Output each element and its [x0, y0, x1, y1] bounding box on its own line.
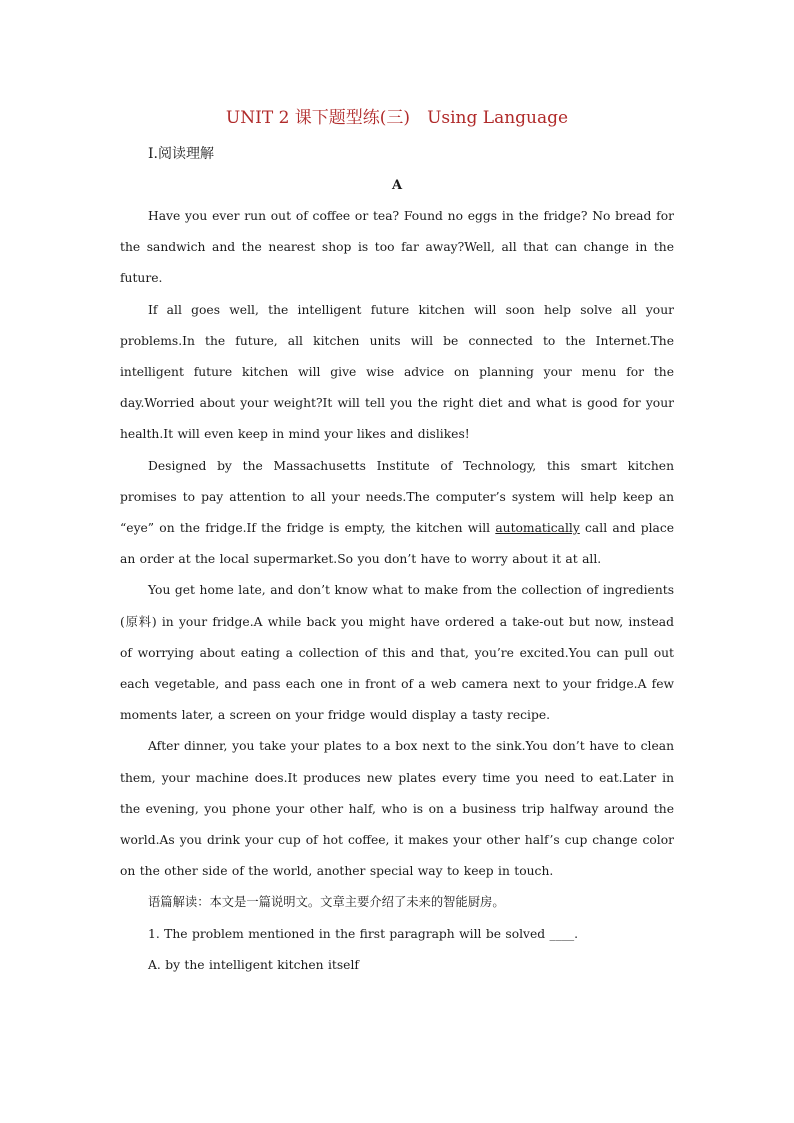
- paragraph-3-part-1: Designed by the Massachusetts Institute of Technology, this smart kitchen promises to pay attention to all your needs.The computer’s system will help keep an “eye” on the fridge.If the fridge is empty, the kitchen will: [120, 458, 674, 536]
- paragraph-2: If all goes well, the intelligent future kitchen will soon help solve all your problems.In the future, all kitchen units will be connected to the Internet.The intelligent future kitchen will give wise advice on planning your menu for the day.Worried about your weight?It will tell you the right diet and what is good for your health.It will even keep in mind your likes and dislikes!: [120, 302, 674, 442]
- question-1-option-a: A. by the intelligent kitchen itself: [148, 957, 359, 972]
- underlined-word: automatically: [495, 521, 580, 536]
- paragraph-4: You get home late, and don’t know what to make from the collection of ingredients (原料) in your fridge.A while back you might have ordered a take-out but now, instead of worrying about eating a collection of this and that, you’re excited.You can pull out each vegetable, and pass each one in front of a web camera next to your fridge.A few moments later, a screen on your fridge would display a tasty recipe.: [120, 583, 674, 723]
- passage-body: [120, 201, 674, 981]
- section-heading: Ⅰ.阅读理解: [148, 146, 214, 162]
- passage-analysis: 语篇解读：本文是一篇说明文。文章主要介绍了未来的智能厨房。: [148, 895, 505, 910]
- paragraph-3: [120, 451, 674, 576]
- paragraph-3-part-2: call and place an order at the local supermarket.So you don’t have to worry about it at all.: [120, 521, 675, 567]
- paragraph-5: After dinner, you take your plates to a box next to the sink.You don’t have to clean them, your machine does.It produces new plates every time you need to eat.Later in the evening, you phone your other half, who is on a business trip halfway around the world.As you drink your cup of hot coffee, it makes your other half’s cup change color on the other side of the world, another special way to keep in touch.: [120, 739, 674, 879]
- passage-label: A: [391, 178, 403, 193]
- paragraph-1: Have you ever run out of coffee or tea? Found no eggs in the fridge? No bread for the sandwich and the nearest shop is too far away?Well, all that can change in the future.: [120, 209, 674, 286]
- page-title: UNIT 2 课下题型练(三) Using Language: [225, 108, 569, 128]
- question-1: 1. The problem mentioned in the first paragraph will be solved ____.: [148, 926, 579, 941]
